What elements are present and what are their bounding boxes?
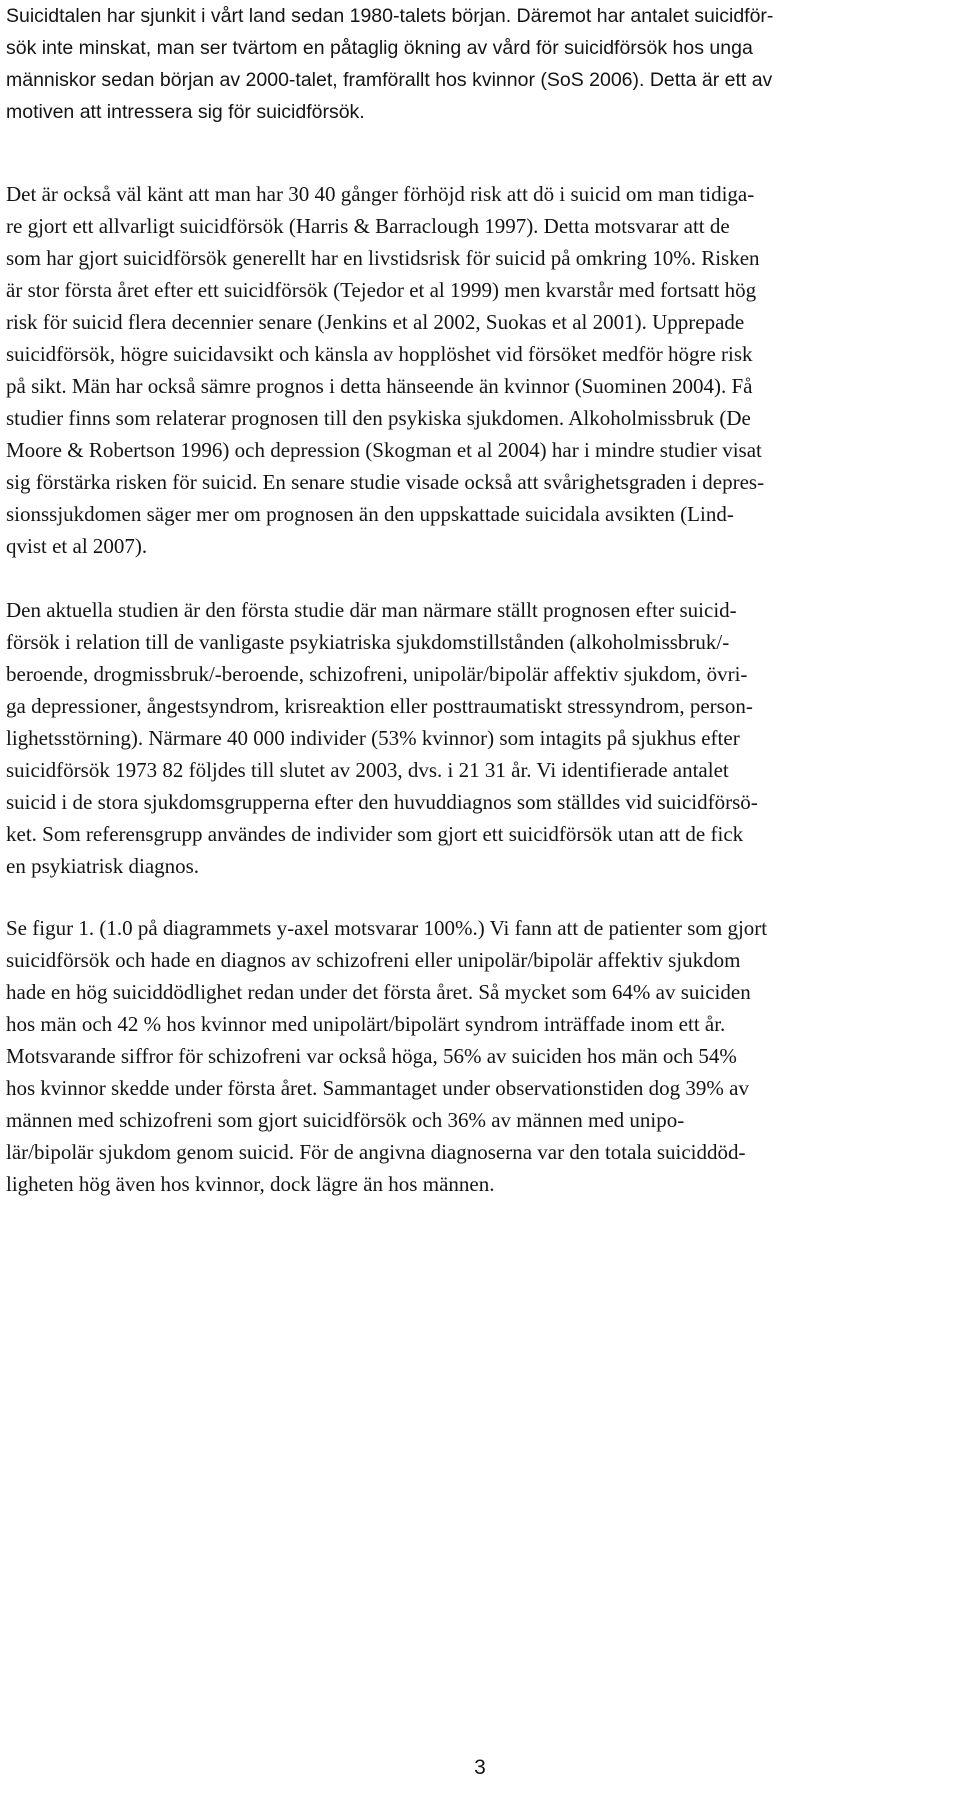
paragraph-risk [6, 178, 954, 562]
text-line: en psykiatrisk diagnos. [6, 854, 200, 878]
text-line: på sikt. Män har också sämre prognos i detta hänseende än kvinnor (Suominen 2004). Få [6, 374, 753, 398]
page-number: 3 [474, 1756, 486, 1779]
text-line: sök inte minskat, man ser tvärtom en påtaglig ökning av vård för suicidförsök hos unga [6, 37, 753, 59]
text-line: ligheten hög även hos kvinnor, dock lägre än hos männen. [6, 1172, 495, 1196]
text-line: Den aktuella studien är den första studie där man närmare ställt prognosen efter suicid- [6, 598, 737, 622]
text-line: som har gjort suicidförsök generellt har en livstidsrisk för suicid på omkring 10%. Risken [6, 246, 760, 270]
text-line: hos kvinnor skedde under första året. Sammantaget under observationstiden dog 39% av [6, 1076, 749, 1100]
paragraph-intro [6, 0, 954, 128]
text-line: människor sedan början av 2000-talet, framförallt hos kvinnor (SoS 2006). Detta är ett av [6, 69, 773, 91]
text-line: suicid i de stora sjukdomsgrupperna efter den huvuddiagnos som ställdes vid suicidförsö- [6, 790, 758, 814]
text-line: hade en hög suiciddödlighet redan under det första året. Så mycket som 64% av suiciden [6, 980, 751, 1004]
text-line: försök i relation till de vanligaste psykiatriska sjukdomstillstånden (alkoholmissbruk/- [6, 630, 730, 654]
text-line: sionssjukdomen säger mer om prognosen än den uppskattade suicidala avsikten (Lind- [6, 502, 734, 526]
text-line: Suicidtalen har sjunkit i vårt land sedan 1980-talets början. Däremot har antalet suicidför- [6, 5, 774, 27]
text-line: är stor första året efter ett suicidförsök (Tejedor et al 1999) men kvarstår med fortsatt hög [6, 278, 757, 302]
text-line: motiven att intressera sig för suicidförsök. [6, 101, 365, 123]
text-line: beroende, drogmissbruk/-beroende, schizofreni, unipolär/bipolär affektiv sjukdom, övri- [6, 662, 748, 686]
text-line: sig förstärka risken för suicid. En senare studie visade också att svårighetsgraden i depres- [6, 470, 765, 494]
text-line: Motsvarande siffror för schizofreni var också höga, 56% av suiciden hos män och 54% [6, 1044, 737, 1068]
text-line: risk för suicid flera decennier senare (Jenkins et al 2002, Suokas et al 2001). Upprepade [6, 310, 745, 334]
text-line: ket. Som referensgrupp användes de individer som gjort ett suicidförsök utan att de fick [6, 822, 744, 846]
text-line: studier finns som relaterar prognosen till den psykiska sjukdomen. Alkoholmissbruk (De [6, 406, 751, 430]
text-line: Moore & Robertson 1996) och depression (Skogman et al 2004) har i mindre studier visat [6, 438, 762, 462]
text-line: Se figur 1. (1.0 på diagrammets y-axel motsvarar 100%.) Vi fann att de patienter som gjort [6, 916, 768, 940]
text-line: lär/bipolär sjukdom genom suicid. För de angivna diagnoserna var den totala suiciddöd- [6, 1140, 746, 1164]
text-line: re gjort ett allvarligt suicidförsök (Harris & Barraclough 1997). Detta motsvarar att de [6, 214, 730, 238]
text-line: suicidförsök 1973 82 följdes till slutet av 2003, dvs. i 21 31 år. Vi identifierade antalet [6, 758, 729, 782]
text-line: Det är också väl känt att man har 30 40 gånger förhöjd risk att dö i suicid om man tidiga- [6, 182, 755, 206]
paragraph-study [6, 594, 954, 882]
paragraph-results [6, 912, 954, 1200]
text-line: männen med schizofreni som gjort suicidförsök och 36% av männen med unipo- [6, 1108, 685, 1132]
text-line: suicidförsök och hade en diagnos av schizofreni eller unipolär/bipolär affektiv sjukdom [6, 948, 741, 972]
text-line: suicidförsök, högre suicidavsikt och känsla av hopplöshet vid försöket medför högre risk [6, 342, 753, 366]
text-line: qvist et al 2007). [6, 534, 148, 558]
text-line: ga depressioner, ångestsyndrom, krisreaktion eller posttraumatiskt stressyndrom, person- [6, 694, 753, 718]
text-line: lighetsstörning). Närmare 40 000 individer (53% kvinnor) som intagits på sjukhus efter [6, 726, 740, 750]
text-line: hos män och 42 % hos kvinnor med unipolärt/bipolärt syndrom inträffade inom ett år. [6, 1012, 726, 1036]
